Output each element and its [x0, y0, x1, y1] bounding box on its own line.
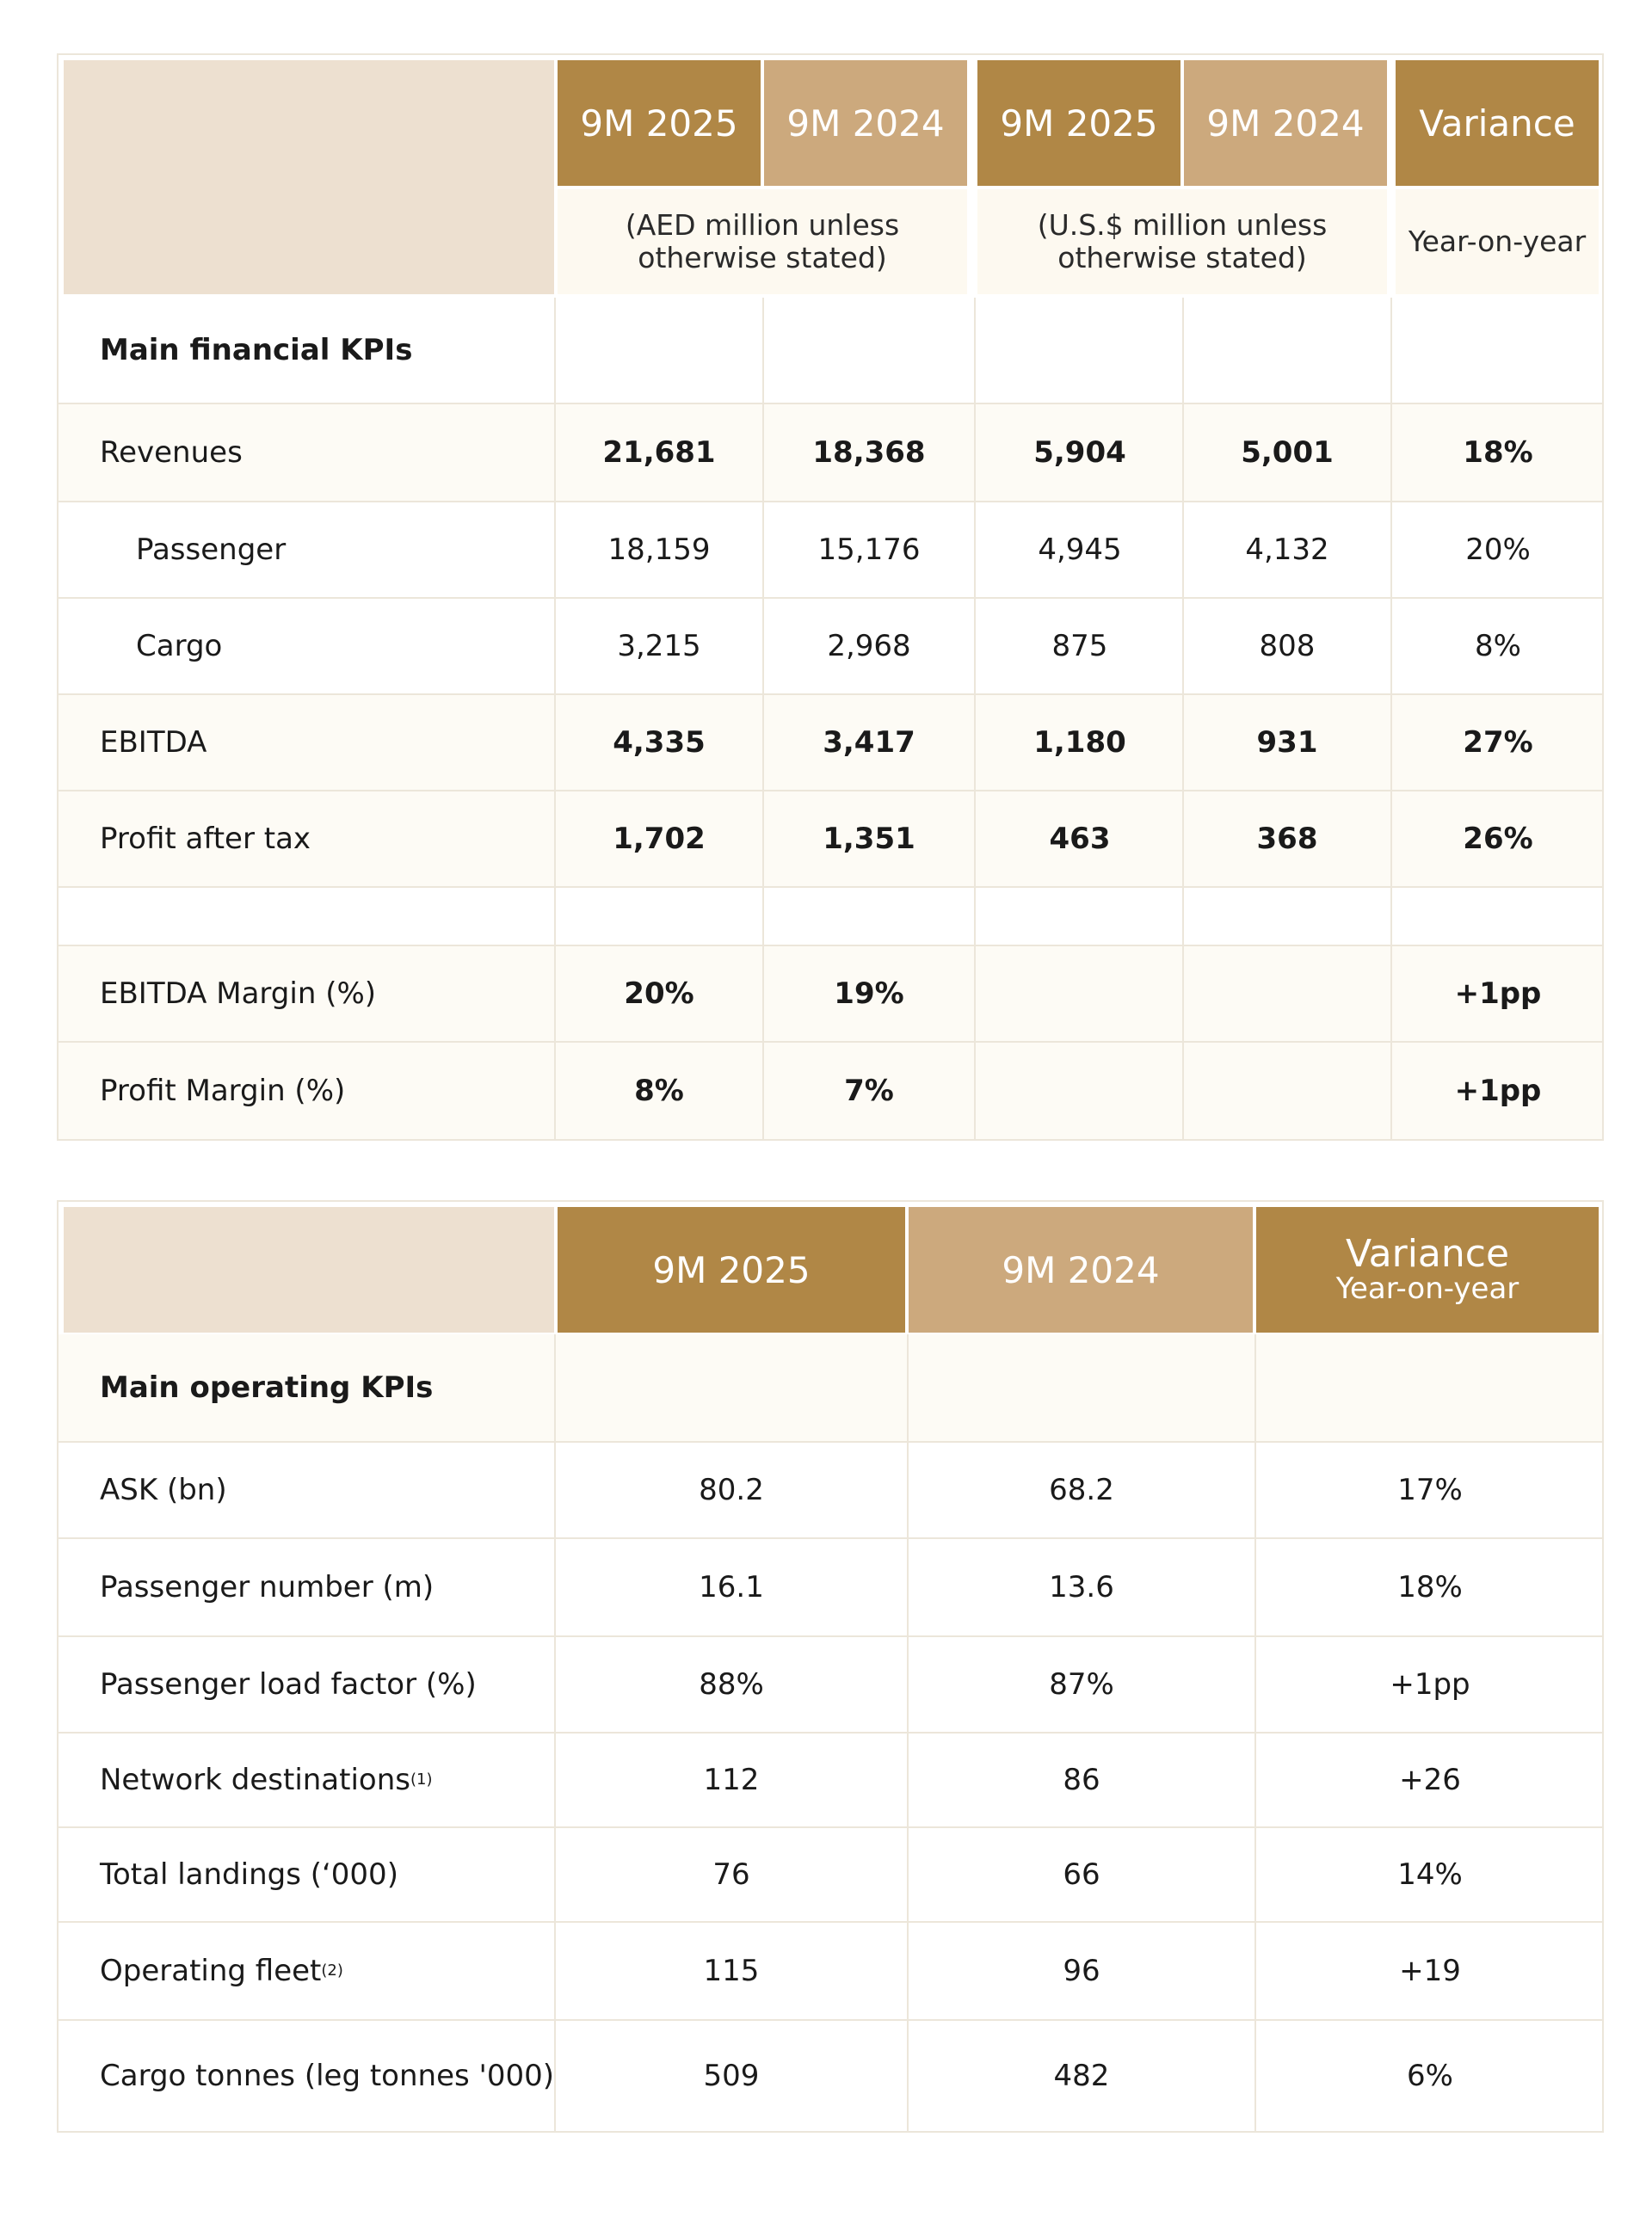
cell-value: 5,001: [1241, 435, 1334, 470]
cell-value: 21,681: [602, 435, 716, 470]
divider: [59, 1441, 1602, 1443]
cell-value: 1,351: [823, 822, 915, 856]
table-row: [59, 2021, 1602, 2131]
cell-value: 19%: [834, 976, 904, 1011]
divider: [59, 403, 1602, 404]
divider: [59, 501, 1602, 502]
cell-value: 7%: [844, 1074, 894, 1108]
subheader-aed: (AED million unless otherwise stated): [558, 189, 967, 294]
row-label: Cargo tonnes (leg tonnes '000): [100, 2059, 555, 2093]
cell-value: 4,945: [1038, 533, 1122, 567]
divider: [59, 945, 1602, 946]
table-row: [59, 1828, 1602, 1921]
divider: [554, 298, 556, 1139]
cell-value: 368: [1256, 822, 1318, 856]
header-variance: [1256, 1207, 1599, 1333]
table-row: [59, 1923, 1602, 2019]
row-label: EBITDA: [100, 725, 207, 760]
cell-value: 4,132: [1245, 533, 1329, 567]
cell-value: 2,968: [827, 629, 911, 663]
table-row: [59, 404, 1602, 501]
table-row: [59, 946, 1602, 1041]
cell-value: 15,176: [817, 533, 921, 567]
operating-section-row: [59, 1334, 1602, 1441]
table-row: [59, 1443, 1602, 1537]
cell-value: 68.2: [1049, 1473, 1114, 1507]
cell-value: 3,417: [823, 725, 915, 760]
divider: [59, 1041, 1602, 1043]
cell-value: 875: [1051, 629, 1108, 663]
divider: [1390, 298, 1392, 1139]
cell-value: 20%: [1465, 533, 1531, 567]
cell-value: 808: [1259, 629, 1316, 663]
divider: [59, 886, 1602, 888]
cell-value: [976, 946, 1184, 1041]
header-2024: 9M 2024: [909, 1207, 1253, 1333]
section-title-financial: Main financial KPIs: [100, 333, 413, 367]
cell-value: 96: [1063, 1954, 1100, 1988]
subheader-usd: (U.S.$ million unless otherwise stated): [977, 189, 1387, 294]
divider: [59, 1732, 1602, 1734]
row-label-with-footnote: Network destinations (1): [100, 1763, 433, 1797]
row-label: EBITDA Margin (%): [100, 976, 377, 1011]
header-usd-2025: 9M 2025: [977, 60, 1180, 186]
cell-value: 76: [712, 1857, 750, 1892]
cell-value: 14%: [1397, 1857, 1463, 1892]
row-label: ASK (bn): [100, 1473, 227, 1507]
section-title-operating: Main operating KPIs: [100, 1370, 434, 1405]
cell-value: 5,904: [1033, 435, 1126, 470]
cell-value: +1pp: [1454, 976, 1542, 1011]
row-label: Network destinations: [100, 1763, 410, 1797]
cell-value: 20%: [624, 976, 694, 1011]
divider: [59, 790, 1602, 791]
cell-value: [1184, 1043, 1390, 1139]
row-label: Revenues: [100, 435, 243, 470]
row-label: Passenger: [136, 533, 287, 567]
row-label: Passenger load factor (%): [100, 1667, 477, 1702]
cell-value: 13.6: [1049, 1570, 1114, 1604]
cell-value: 463: [1049, 822, 1111, 856]
divider: [1254, 1334, 1256, 2131]
divider: [1182, 298, 1184, 1139]
table-row: [59, 1637, 1602, 1732]
header-2025: 9M 2025: [558, 1207, 905, 1333]
row-label: Total landings (‘000): [100, 1857, 398, 1892]
table-row: [59, 1539, 1602, 1635]
cell-value: 27%: [1463, 725, 1533, 760]
cell-value: 80.2: [699, 1473, 764, 1507]
header-aed-2024: 9M 2024: [764, 60, 967, 186]
cell-value: 115: [703, 1954, 760, 1988]
cell-value: +1pp: [1390, 1667, 1470, 1702]
divider: [59, 1921, 1602, 1923]
row-label: Profit Margin (%): [100, 1074, 346, 1108]
cell-value: 18,159: [607, 533, 711, 567]
cell-value: 86: [1063, 1763, 1100, 1797]
table-row: [59, 502, 1602, 597]
row-label: Cargo: [136, 629, 223, 663]
cell-value: 17%: [1397, 1473, 1463, 1507]
header-aed-2025: 9M 2025: [558, 60, 761, 186]
divider: [762, 298, 764, 1139]
header-variance: Variance: [1396, 60, 1599, 186]
operating-header-row: [59, 1207, 1602, 1333]
financial-kpi-table: [57, 53, 1604, 1141]
row-label: Passenger number (m): [100, 1570, 435, 1604]
cell-value: 509: [703, 2059, 760, 2093]
cell-value: 4,335: [613, 725, 706, 760]
divider: [59, 693, 1602, 695]
divider: [974, 298, 976, 1139]
cell-value: 1,180: [1033, 725, 1126, 760]
table-row: [59, 695, 1602, 790]
divider: [59, 1826, 1602, 1828]
row-label-with-footnote: Operating fleet (2): [100, 1954, 343, 1988]
cell-value: 6%: [1407, 2059, 1453, 2093]
cell-value: 87%: [1049, 1667, 1114, 1702]
spacer-row: [59, 888, 1602, 945]
variance-subtitle: Year-on-year: [1335, 1272, 1519, 1306]
cell-value: 18,368: [812, 435, 926, 470]
variance-title: Variance: [1345, 1232, 1510, 1276]
cell-value: 1,702: [613, 822, 706, 856]
cell-value: +1pp: [1454, 1074, 1542, 1108]
divider: [59, 1537, 1602, 1539]
cell-value: 18%: [1397, 1570, 1463, 1604]
cell-value: +19: [1399, 1954, 1461, 1988]
row-label: Profit after tax: [100, 822, 311, 856]
table-row: [59, 791, 1602, 886]
header-usd-2024: 9M 2024: [1184, 60, 1387, 186]
divider: [907, 1334, 909, 2131]
cell-value: 66: [1063, 1857, 1100, 1892]
row-label: Operating fleet: [100, 1954, 322, 1988]
divider: [59, 597, 1602, 599]
header-blank-cell: [64, 1207, 554, 1333]
table-row: [59, 599, 1602, 693]
cell-value: [976, 1043, 1184, 1139]
cell-value: [1184, 946, 1390, 1041]
cell-value: +26: [1399, 1763, 1461, 1797]
table-row: [59, 1043, 1602, 1139]
subheader-variance: Year-on-year: [1396, 189, 1599, 294]
cell-value: 8%: [634, 1074, 684, 1108]
cell-value: 931: [1256, 725, 1318, 760]
divider: [554, 1334, 556, 2131]
table-row: [59, 1734, 1602, 1826]
cell-value: 112: [703, 1763, 760, 1797]
divider: [59, 1635, 1602, 1637]
divider: [59, 2019, 1602, 2021]
financial-subheader-row: [59, 189, 1602, 294]
cell-value: 18%: [1463, 435, 1533, 470]
cell-value: 26%: [1463, 822, 1533, 856]
cell-value: 16.1: [699, 1570, 764, 1604]
financial-header-row: [59, 60, 1602, 186]
cell-value: 88%: [699, 1667, 764, 1702]
operating-kpi-table: [57, 1200, 1604, 2133]
cell-value: 8%: [1475, 629, 1521, 663]
cell-value: 3,215: [617, 629, 701, 663]
financial-section-row: [59, 298, 1602, 403]
cell-value: 482: [1053, 2059, 1110, 2093]
